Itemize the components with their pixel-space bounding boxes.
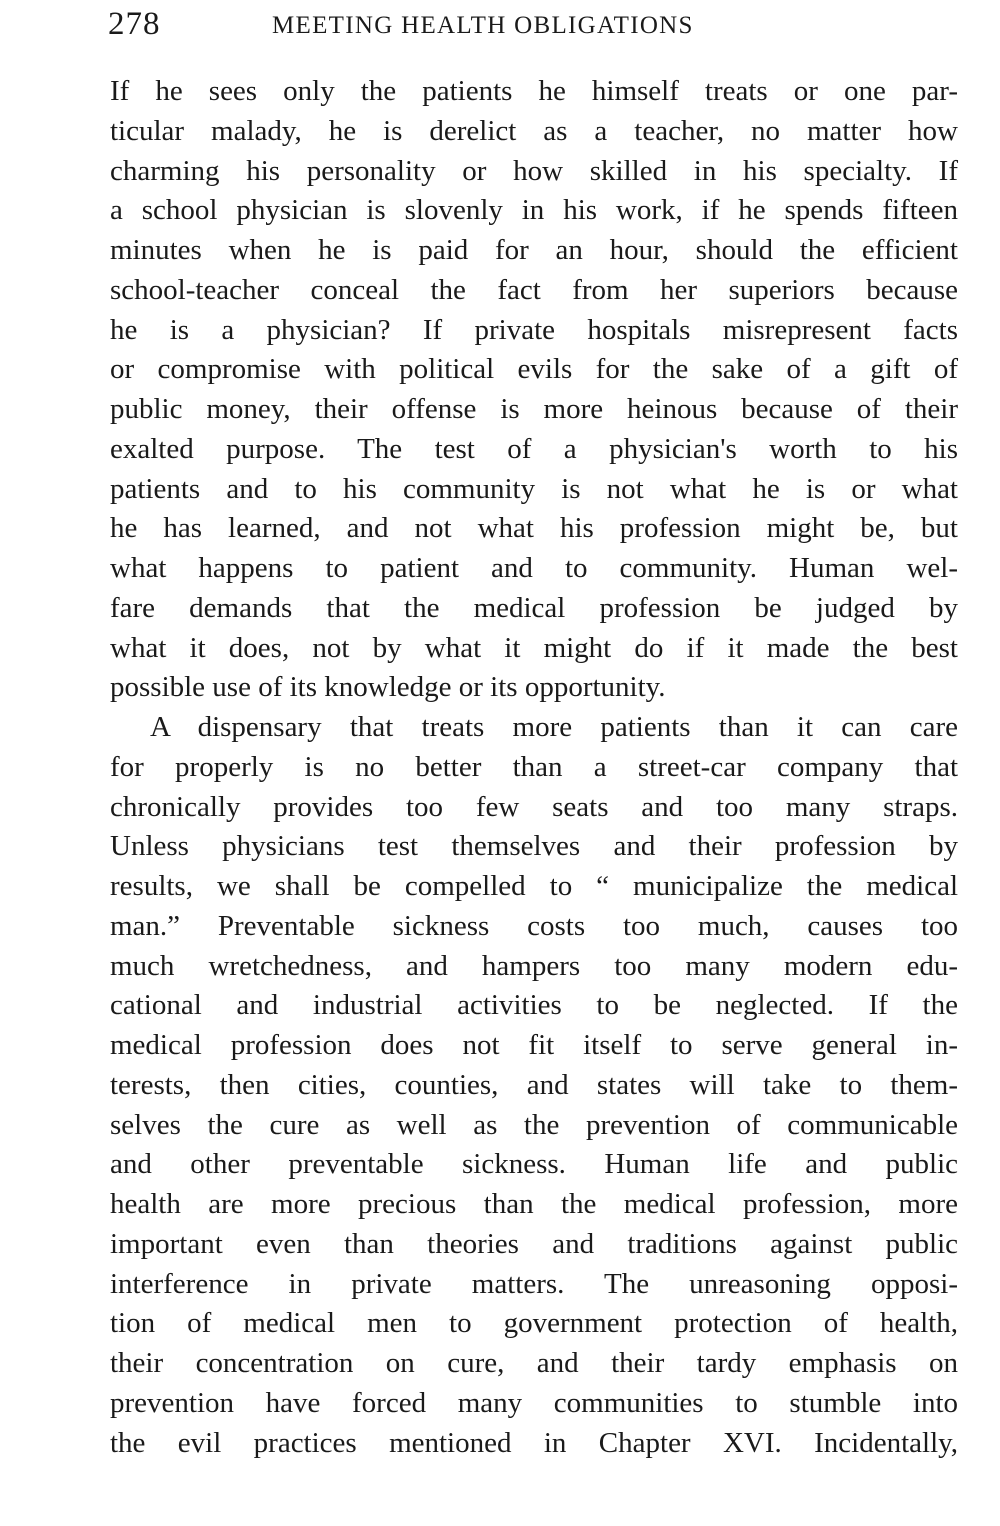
text-line: charming his personality or how skilled in his specialty. If	[110, 154, 958, 187]
text-line: what it does, not by what it might do if it made the best	[110, 631, 958, 664]
text-line: important even than theories and traditions against public	[110, 1227, 958, 1260]
paragraph-2	[110, 708, 958, 1463]
text-line: tion of medical men to government protection of health,	[110, 1307, 958, 1340]
text-line: possible use of its knowledge or its opportunity.	[110, 671, 666, 704]
text-line: school-teacher conceal the fact from her superiors because	[110, 273, 958, 306]
text-line: chronically provides too few seats and too many straps.	[110, 790, 958, 823]
text-line: medical profession does not fit itself to serve general in-	[110, 1029, 958, 1061]
text-line: he is a physician? If private hospitals misrepresent facts	[110, 313, 958, 346]
text-line: Unless physicians test themselves and their profession by	[110, 830, 958, 863]
text-line: ticular malady, he is derelict as a teacher, no matter how	[110, 114, 958, 147]
text-line: fare demands that the medical profession be judged by	[110, 591, 958, 624]
text-line: health are more precious than the medical profession, more	[110, 1188, 958, 1220]
text-line: selves the cure as well as the prevention of communicable	[110, 1108, 958, 1141]
text-line: a school physician is slovenly in his work, if he spends fifteen	[110, 194, 958, 227]
paragraph-1	[110, 72, 958, 708]
text-line: cational and industrial activities to be neglected. If the	[110, 989, 958, 1022]
text-line: he has learned, and not what his profession might be, but	[110, 512, 958, 545]
text-line: If he sees only the patients he himself treats or one par-	[110, 75, 958, 107]
running-title: MEETING HEALTH OBLIGATIONS	[272, 12, 694, 39]
text-line: what happens to patient and to community. Human wel-	[110, 552, 958, 584]
text-line: much wretchedness, and hampers too many modern edu-	[110, 949, 958, 982]
text-line: for properly is no better than a street-car company that	[110, 750, 958, 783]
text-line: terests, then cities, counties, and states will take to them-	[110, 1068, 958, 1101]
text-line: man.” Preventable sickness costs too much, causes too	[110, 909, 958, 942]
running-head	[108, 4, 960, 44]
text-line: patients and to his community is not what he is or what	[110, 472, 958, 505]
text-line: minutes when he is paid for an hour, should the efficient	[110, 234, 958, 266]
text-line: prevention have forced many communities to stumble into	[110, 1386, 958, 1419]
page-number: 278	[108, 6, 161, 42]
text-line: the evil practices mentioned in Chapter XVI. Incidentally,	[110, 1426, 958, 1459]
text-line: results, we shall be compelled to “ municipalize the medical	[110, 870, 958, 902]
text-line: their concentration on cure, and their tardy emphasis on	[110, 1347, 958, 1379]
text-line: exalted purpose. The test of a physician's worth to his	[110, 432, 958, 465]
text-line: interference in private matters. The unreasoning opposi-	[110, 1267, 958, 1300]
text-line: and other preventable sickness. Human life and public	[110, 1148, 958, 1181]
text-line: or compromise with political evils for the sake of a gift of	[110, 353, 958, 386]
text-line: A dispensary that treats more patients than it can care	[150, 711, 958, 743]
body-text	[110, 72, 958, 1463]
text-line: public money, their offense is more heinous because of their	[110, 393, 958, 425]
